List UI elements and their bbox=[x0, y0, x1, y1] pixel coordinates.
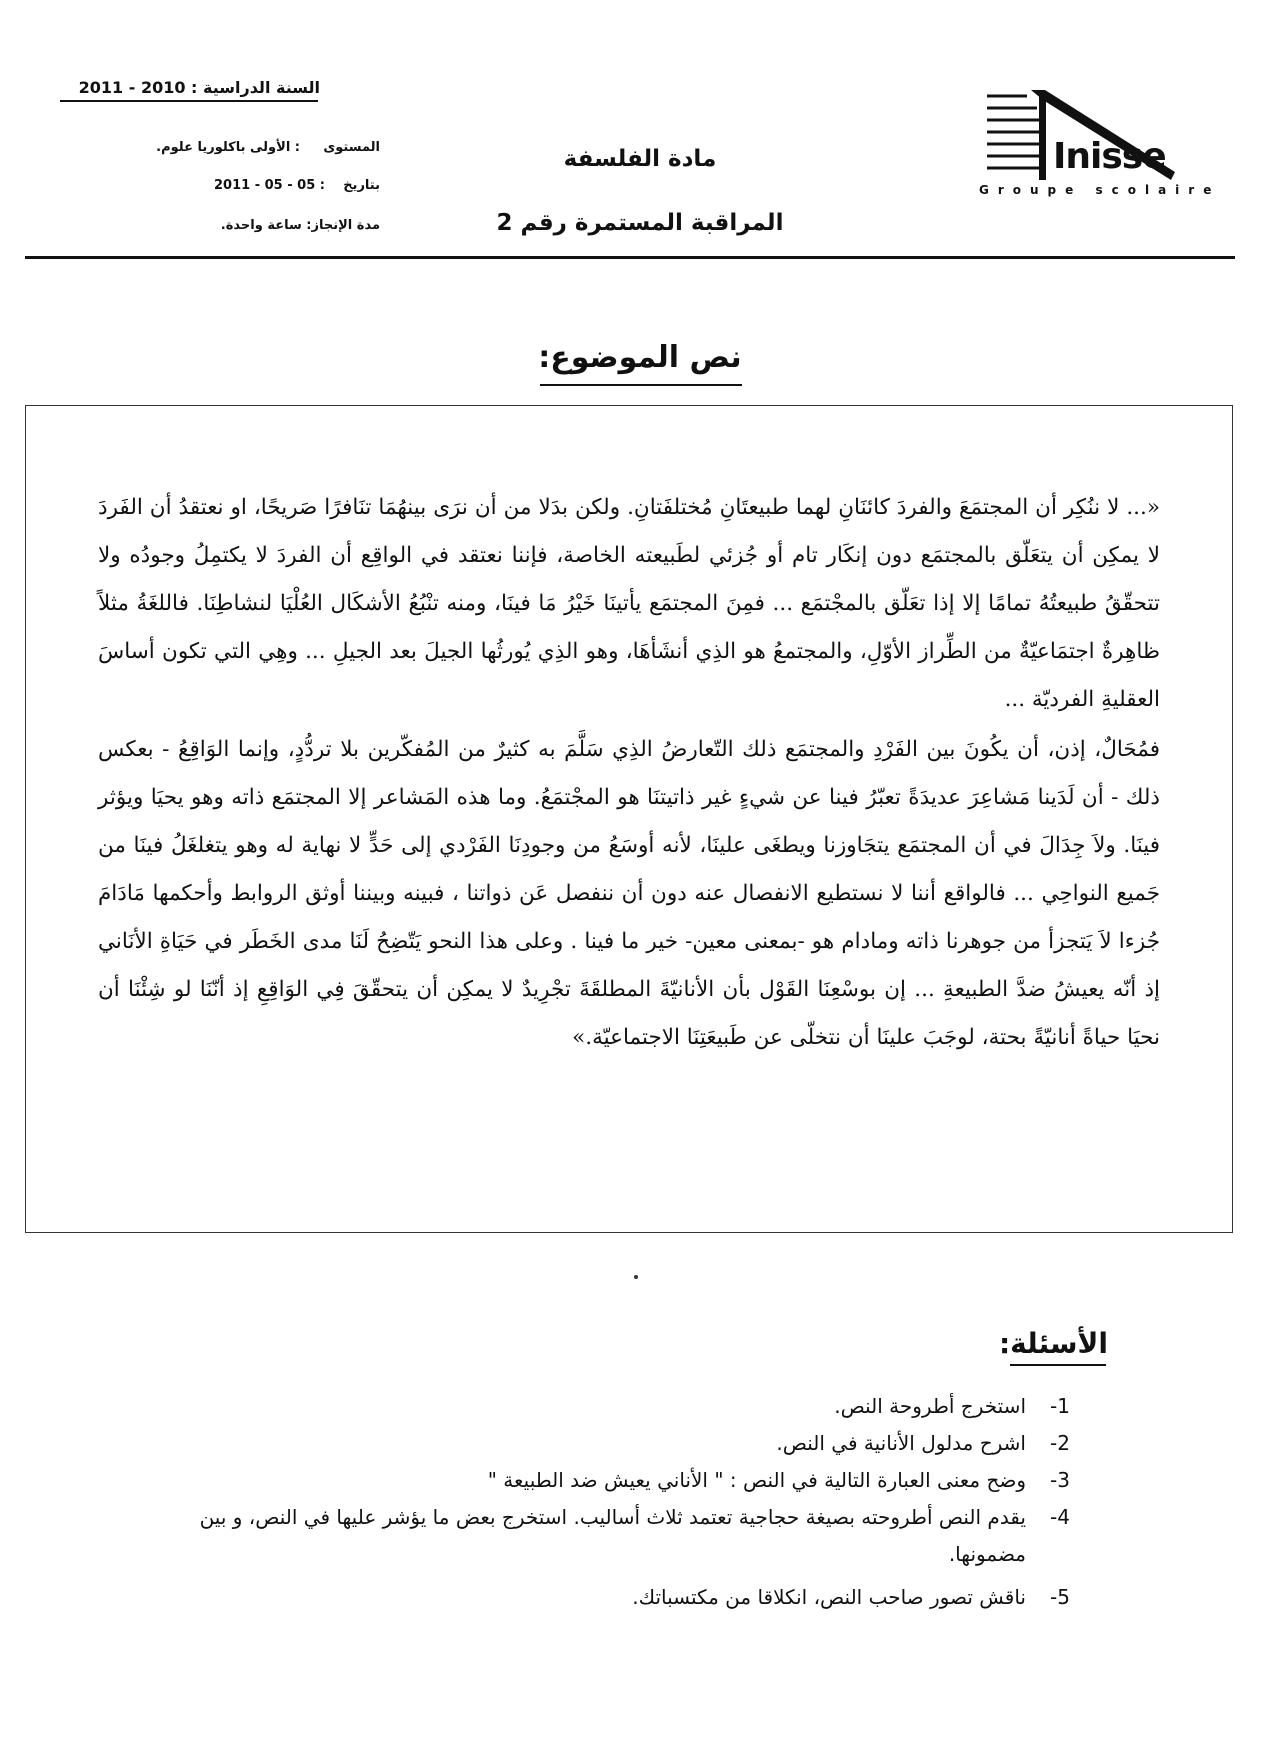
question-number: 4- bbox=[1050, 1505, 1070, 1529]
question-text: اشرح مدلول الأنانية في النص. bbox=[776, 1431, 1026, 1455]
question-number: 1- bbox=[1050, 1394, 1070, 1418]
duration-line: مدة الإنجاز: ساعة واحدة. bbox=[220, 218, 380, 233]
logo-name: Inisse bbox=[1053, 136, 1166, 177]
level-line bbox=[140, 140, 380, 160]
question-4 bbox=[170, 1499, 1070, 1573]
question-5 bbox=[170, 1579, 1070, 1616]
text-title-underline bbox=[540, 384, 742, 386]
text-title: نص الموضوع: bbox=[538, 340, 742, 375]
level-label: المستوى bbox=[323, 140, 380, 155]
school-year: السنة الدراسية : 2010 - 2011 bbox=[78, 78, 320, 97]
date-line bbox=[140, 178, 380, 198]
question-text: يقدم النص أطروحته بصيغة حجاجية تعتمد ثلاث أساليب. استخرج بعض ما يؤشر عليها في النص، و بين مضمونها. bbox=[199, 1505, 1026, 1566]
subject-title: مادة الفلسفة bbox=[563, 146, 717, 172]
logo-tagline: Groupe scolaire bbox=[979, 183, 1221, 197]
questions-title-underline bbox=[1010, 1364, 1106, 1366]
question-3 bbox=[170, 1462, 1070, 1499]
question-number: 2- bbox=[1050, 1431, 1070, 1455]
questions-title: الأسئلة: bbox=[998, 1327, 1108, 1360]
level-value: : الأولى باكلوريا علوم. bbox=[156, 140, 300, 155]
passage bbox=[98, 484, 1160, 1062]
passage-box bbox=[25, 405, 1233, 1233]
question-1 bbox=[170, 1388, 1070, 1425]
passage-paragraph-1: «... لا ننُكِر أن المجتمَعَ والفردَ كائنَانِ لهما طبيعتَانِ مُختلفَتانِ. ولكن بدَلا من أن نرَى بينهُمَا تنَافرًا صَريحًا، او نعتقدُ أن الفَردَ لا يمكِن أن يتعَلّق بالمجتمَع دون إنكَار تام أو جُزئي لطَبيعته الخاصة، فإننا نعتقد في الواقِع أن الفردَ لا يكتمِلُ وجودُه ولا تتحقّقُ طبيعتُهُ تمامًا إلا إذا تعَلّق بالمجْتمَع ... فمِنَ المجتمَع يأتينَا خَيْرُ مَا فينَا، ومنه تنْبُعُ الأشكَال العُلْيَا لنشاطِنَا. فاللغَةُ مثلاً ظاهِرةٌ اجتمَاعيّةٌ من الطِّراز الأوّلِ، والمجتمعُ هو الذِي أنشَأهَا، وهو الذِي يُورثُها الجيلَ بعد الجيلِ ... وهِي التي تكون أساسَ العقليةِ الفرديّة ... bbox=[98, 495, 1160, 712]
question-number: 3- bbox=[1050, 1468, 1070, 1492]
exam-title: المراقبة المستمرة رقم 2 bbox=[496, 210, 784, 236]
question-2 bbox=[170, 1425, 1070, 1462]
stray-dot bbox=[634, 1275, 638, 1279]
date-value: : 05 - 05 - 2011 bbox=[213, 178, 325, 193]
question-text: وضح معنى العبارة التالية في النص : " الأناني يعيش ضد الطبيعة " bbox=[487, 1468, 1026, 1492]
header-rule bbox=[25, 256, 1235, 259]
question-text: استخرج أطروحة النص. bbox=[834, 1394, 1026, 1418]
passage-paragraph-2: فمُحَالٌ، إذن، أن يكُونَ بين الفَرْدِ والمجتمَع ذلك التّعارضُ الذِي سَلَّمَ به كثيرٌ من المُفكّرين بلا تردُّدٍ، وإنما الوَاقِعُ - بعكس ذلك - أن لَدَينا مَشاعِرَ عديدَةً تعبّرُ فينا عن شيءٍ غير ذاتيتنَا هو المجْتمَعُ. وما هذه المَشاعر إلا المجتمَع ذاته وهو يحيَا ويؤثر فينَا. ولاَ جِدَالَ في أن المجتمَع يتجَاوزنا ويطغَى علينَا، لأنه أوسَعُ من وجودِنَا الفَرْدي إلى حَدٍّ لا نهاية له وهو يتغلغَلُ فينَا من جَميع النواحِي ... فالواقع أننا لا نستطيع الانفصال عنه دون أن ننفصل عَن ذواتنا ، فبينه وبيننا أوثق الروابط وأحكمها مَادَامَ جُزءا لاَ يَتجزأ من جوهرنا ذاته ومادام هو -بمعنى معين- خير ما فينا . وعلى هذا النحو يَتّضِحُ لَنَا مدى الخَطَر في حَيَاةِ الأنَاني إذ أنّه يعيشُ ضدَّ الطبيعةِ ... إن بوسْعِنَا القَوْل بأن الأنانيّةَ المطلقَةَ تجْرِيدٌ لا يمكِن أن يتحقّقَ فِي الوَاقِعِ إذ أنّنَا لو شِئْنَا أن نحيَا حياةً أنانيّةً بحتة، لوجَبَ علينَا أن نتخلّى عن طَبيعَتِنَا الاجتماعيّة.» bbox=[98, 737, 1160, 1050]
question-number: 5- bbox=[1050, 1585, 1070, 1609]
school-logo bbox=[975, 88, 1221, 213]
questions-list bbox=[170, 1388, 1070, 1616]
date-label: بتاريخ bbox=[343, 178, 380, 193]
question-text: ناقش تصور صاحب النص، انكلاقا من مكتسباتك. bbox=[632, 1585, 1026, 1609]
school-year-underline bbox=[60, 100, 318, 102]
